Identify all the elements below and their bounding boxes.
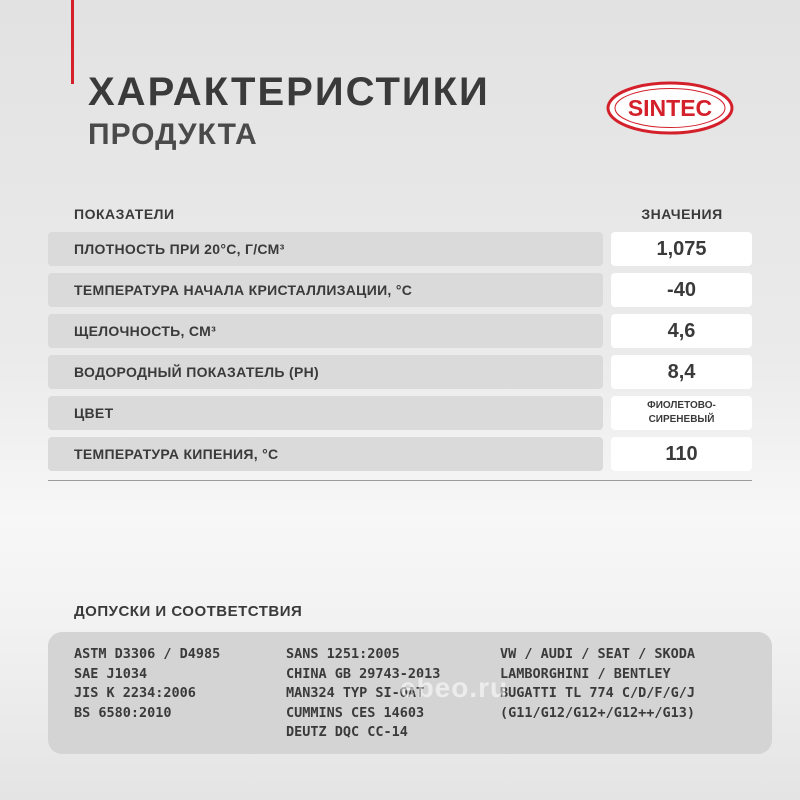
logo-text: SINTEC — [627, 95, 713, 121]
row-label: ТЕМПЕРАТУРА НАЧАЛА КРИСТАЛЛИЗАЦИИ, °С — [48, 273, 603, 307]
row-label: ВОДОРОДНЫЙ ПОКАЗАТЕЛЬ (PH) — [48, 355, 603, 389]
column-header-values: ЗНАЧЕНИЯ — [641, 206, 723, 222]
approval-item: ASTM D3306 / D4985 — [74, 646, 221, 662]
table-row — [48, 355, 752, 389]
approval-item: MAN324 TYP SI-OAT — [286, 685, 425, 701]
row-value — [611, 396, 752, 430]
approval-item: (G11/G12/G12+/G12++/G13) — [500, 704, 696, 721]
approval-item: BS 6580:2010 — [74, 704, 172, 721]
approvals-column-standards — [74, 645, 220, 723]
row-value-line: ФИОЛЕТОВО- — [647, 400, 716, 411]
page-subtitle: ПРОДУКТА — [88, 118, 258, 151]
row-label: ПЛОТНОСТЬ ПРИ 20°С, Г/СМ³ — [48, 232, 603, 266]
approvals-column-oem — [500, 645, 695, 723]
approval-item: CHINA GB 29743-2013 — [286, 665, 441, 682]
table-row — [48, 232, 752, 266]
page-title: ХАРАКТЕРИСТИКИ — [88, 70, 490, 114]
approval-item: SANS 1251:2005 — [286, 646, 400, 662]
approval-item: JIS K 2234:2006 — [74, 685, 196, 701]
approval-item: LAMBORGHINI / BENTLEY — [500, 665, 671, 682]
row-label: ЩЕЛОЧНОСТЬ, СМ³ — [48, 314, 603, 348]
row-label: ТЕМПЕРАТУРА КИПЕНИЯ, °С — [48, 437, 603, 471]
table-row — [48, 273, 752, 307]
row-value-line: СИРЕНЕВЫЙ — [648, 414, 715, 425]
table-row — [48, 437, 752, 471]
accent-line — [71, 0, 74, 84]
row-value: 110 — [611, 437, 752, 471]
approval-item: CUMMINS CES 14603 — [286, 704, 425, 721]
watermark: ebeo.ru — [400, 672, 509, 703]
approval-item: VW / AUDI / SEAT / SKODA — [500, 646, 696, 662]
approval-item: BUGATTI TL 774 C/D/F/G/J — [500, 685, 696, 701]
sintec-logo — [605, 80, 735, 136]
row-value: -40 — [611, 273, 752, 307]
table-row — [48, 314, 752, 348]
column-header-indicators: ПОКАЗАТЕЛИ — [74, 206, 175, 222]
approvals-title: ДОПУСКИ И СООТВЕТСТВИЯ — [74, 603, 303, 620]
table-bottom-rule — [48, 480, 752, 481]
approval-item: SAE J1034 — [74, 665, 148, 682]
table-row — [48, 396, 752, 430]
approval-item: DEUTZ DQC CC-14 — [286, 724, 408, 740]
row-value: 8,4 — [611, 355, 752, 389]
row-label: ЦВЕТ — [48, 396, 603, 430]
row-value: 1,075 — [611, 232, 752, 266]
row-value: 4,6 — [611, 314, 752, 348]
